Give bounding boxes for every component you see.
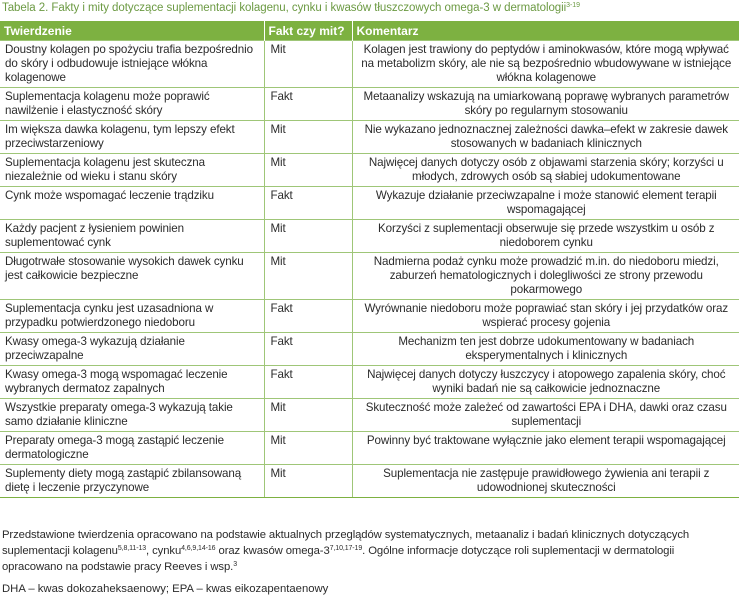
comment-cell: Nie wykazano jednoznacznej zależności dawka–efekt w zakresie dawek stosowanych w badaniach klinicznych: [352, 121, 739, 154]
caption-reference: 3-19: [566, 2, 580, 9]
comment-cell: Wykazuje działanie przeciwzapalne i może stanowić element terapii wspomagającej: [352, 187, 739, 220]
verdict-cell: Fakt: [264, 187, 352, 220]
table-row: [0, 187, 739, 220]
footnote-reference: 5,8,11-13: [117, 545, 147, 552]
footnote-text: . Ogólne informacje dotyczące roli suplementacji w dermatologii opracowano na podstawie pracy Reeves i wsp.: [2, 545, 675, 573]
header-statement: Twierdzenie: [0, 21, 264, 41]
table-row: [0, 88, 739, 121]
header-verdict: Fakt czy mit?: [264, 21, 352, 41]
comment-cell: Suplementacja nie zastępuje prawidłowego żywienia ani terapii z udowodnionej skuteczności: [352, 465, 739, 498]
table-row: [0, 399, 739, 432]
verdict-cell: Mit: [264, 154, 352, 187]
footnote-text: oraz kwasów omega-3: [215, 545, 330, 557]
abbreviations-note: DHA – kwas dokozaheksaenowy; EPA – kwas eikozapentaenowy: [2, 583, 329, 595]
comment-cell: Wyrównanie niedoboru może poprawiać stan skóry i jej przydatków oraz wspierać procesy gojenia: [352, 300, 739, 333]
verdict-cell: Mit: [264, 432, 352, 465]
table-row: [0, 253, 739, 300]
table-footnote: [2, 528, 737, 574]
statement-cell: Każdy pacjent z łysieniem powinien suplementować cynk: [0, 220, 264, 253]
table-row: [0, 366, 739, 399]
footnote-reference: 3: [233, 561, 237, 568]
statement-cell: Suplementacja kolagenu może poprawić nawilżenie i elastyczność skóry: [0, 88, 264, 121]
statement-cell: Suplementacja cynku jest uzasadniona w przypadku potwierdzonego niedoboru: [0, 300, 264, 333]
footnote-text: , cynku: [146, 545, 182, 557]
table-row: [0, 121, 739, 154]
table-row: [0, 300, 739, 333]
statement-cell: Doustny kolagen po spożyciu trafia bezpośrednio do skóry i odbudowuje istniejące włókna kolagenowe: [0, 41, 264, 88]
table-row: [0, 41, 739, 88]
statement-cell: Długotrwałe stosowanie wysokich dawek cynku jest całkowicie bezpieczne: [0, 253, 264, 300]
table-row: [0, 333, 739, 366]
table-row: [0, 465, 739, 498]
statement-cell: Wszystkie preparaty omega-3 wykazują takie samo działanie kliniczne: [0, 399, 264, 432]
table-caption: [2, 2, 737, 14]
statement-cell: Suplementy diety mogą zastąpić zbilansowaną dietę i leczenie przyczynowe: [0, 465, 264, 498]
statement-cell: Cynk może wspomagać leczenie trądziku: [0, 187, 264, 220]
verdict-cell: Mit: [264, 253, 352, 300]
comment-cell: Korzyści z suplementacji obserwuje się przede wszystkim u osób z niedoborem cynku: [352, 220, 739, 253]
statement-cell: Im większa dawka kolagenu, tym lepszy efekt przeciwstarzeniowy: [0, 121, 264, 154]
statement-cell: Kwasy omega-3 wykazują działanie przeciwzapalne: [0, 333, 264, 366]
comment-cell: Skuteczność może zależeć od zawartości EPA i DHA, dawki oraz czasu suplementacji: [352, 399, 739, 432]
statement-cell: Preparaty omega-3 mogą zastąpić leczenie dermatologiczne: [0, 432, 264, 465]
caption-text: Tabela 2. Fakty i mity dotyczące suplementacji kolagenu, cynku i kwasów tłuszczowych omega-3 w dermatologii: [2, 2, 567, 14]
table-row: [0, 154, 739, 187]
comment-cell: Metaanalizy wskazują na umiarkowaną poprawę wybranych parametrów skóry po regularnym stosowaniu: [352, 88, 739, 121]
verdict-cell: Mit: [264, 399, 352, 432]
statement-cell: Suplementacja kolagenu jest skuteczna niezależnie od wieku i stanu skóry: [0, 154, 264, 187]
verdict-cell: Fakt: [264, 300, 352, 333]
facts-myths-table: [0, 21, 739, 498]
verdict-cell: Fakt: [264, 88, 352, 121]
table-row: [0, 220, 739, 253]
footnote-reference: 7,10,17-19: [329, 545, 363, 552]
footnote-text: Przedstawione twierdzenia opracowano na podstawie aktualnych przeglądów systematycznych, metaanaliz i badań klinicznych dotyczących suplementacji kolagenu: [2, 529, 690, 557]
header-comment: Komentarz: [352, 21, 739, 41]
table-row: [0, 432, 739, 465]
comment-cell: Mechanizm ten jest dobrze udokumentowany w badaniach eksperymentalnych i klinicznych: [352, 333, 739, 366]
verdict-cell: Mit: [264, 41, 352, 88]
comment-cell: Nadmierna podaż cynku może prowadzić m.in. do niedoboru miedzi, zaburzeń hematologicznych i dolegliwości ze strony przewodu pokarmowego: [352, 253, 739, 300]
comment-cell: Powinny być traktowane wyłącznie jako element terapii wspomagającej: [352, 432, 739, 465]
verdict-cell: Fakt: [264, 366, 352, 399]
verdict-cell: Mit: [264, 465, 352, 498]
comment-cell: Najwięcej danych dotyczy osób z objawami starzenia skóry; korzyści u młodych, zdrowych osób są słabiej udokumentowane: [352, 154, 739, 187]
footnote-reference: 4,6,9,14-16: [181, 545, 216, 552]
table-header-row: [0, 21, 739, 41]
comment-cell: Najwięcej danych dotyczy łuszczycy i atopowego zapalenia skóry, choć wyniki badań nie są całkowicie jednoznaczne: [352, 366, 739, 399]
verdict-cell: Fakt: [264, 333, 352, 366]
verdict-cell: Mit: [264, 121, 352, 154]
comment-cell: Kolagen jest trawiony do peptydów i aminokwasów, które mogą wpływać na metabolizm skóry, ale nie są bezpośrednio wbudowywane w istniejące włókna kolagenowe: [352, 41, 739, 88]
verdict-cell: Mit: [264, 220, 352, 253]
statement-cell: Kwasy omega-3 mogą wspomagać leczenie wybranych dermatoz zapalnych: [0, 366, 264, 399]
